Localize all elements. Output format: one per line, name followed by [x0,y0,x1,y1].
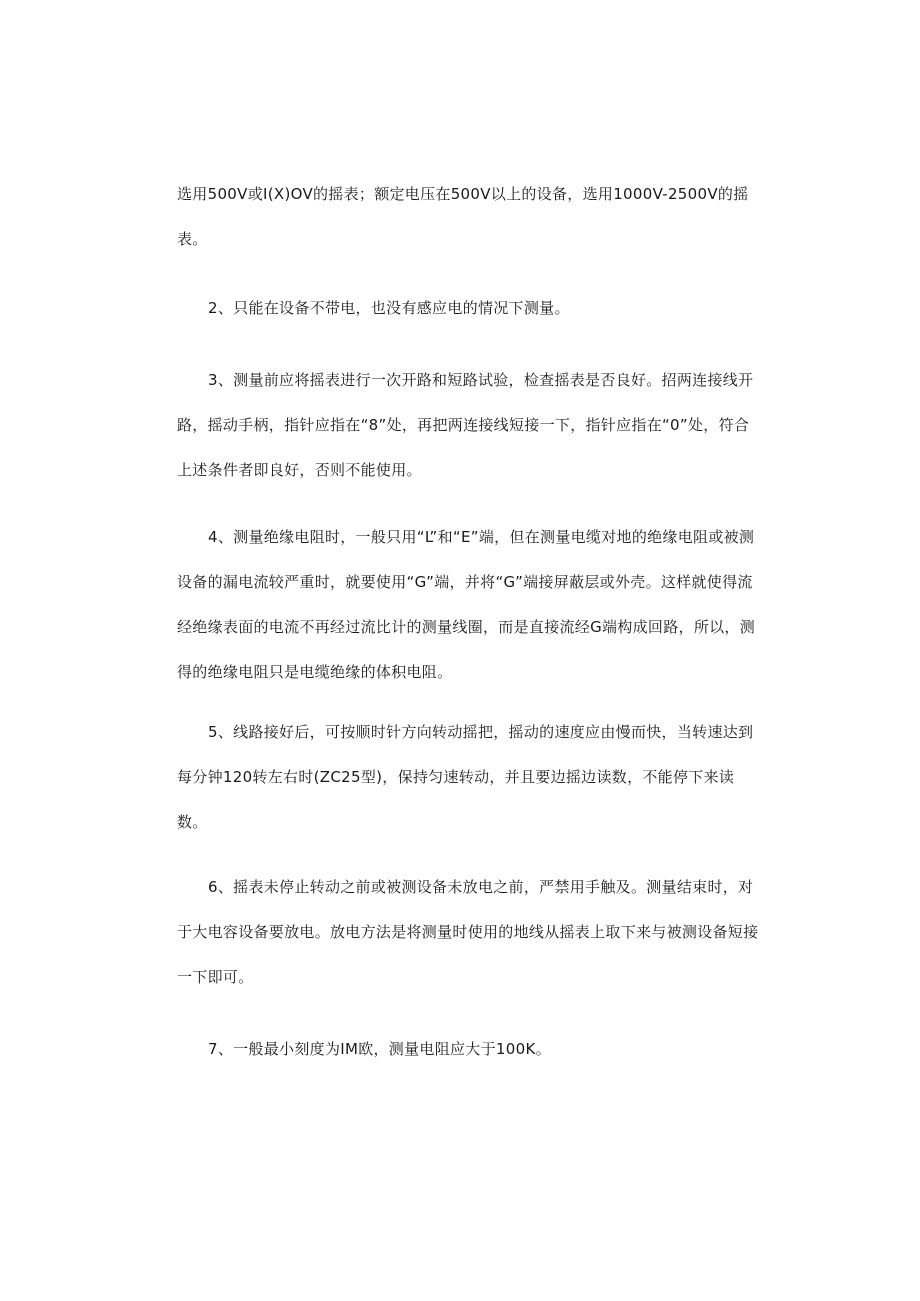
paragraph-item-3: 3、测量前应将摇表进行一次开路和短路试验，检查摇表是否良好。招两连接线开路，摇动手柄，指针应指在“8”处，再把两连接线短接一下，指针应指在“0”处，符合上述条件者即良好，否则不能使用。 [177,371,754,479]
paragraph-item-2: 2、只能在设备不带电，也没有感应电的情况下测量。 [208,299,570,317]
paragraph-item-6: 6、摇表未停止转动之前或被测设备未放电之前，严禁用手触及。测量结束时，对于大电容设备要放电。放电方法是将测量时使用的地线从摇表上取下来与被测设备短接一下即可。 [177,878,759,986]
paragraph-continuation: 选用500V或I(X)OV的摇表；额定电压在500V以上的设备，选用1000V-2500V的摇表。 [177,185,749,248]
paragraph-item-5: 5、线路接好后，可按顺时针方向转动摇把，摇动的速度应由慢而快，当转速达到每分钟120转左右时(ZC25型)，保持匀速转动，并且要边摇边读数，不能停下来读数。 [177,723,754,831]
paragraph-item-4: 4、测量绝缘电阻时，一般只用“L”和“E”端，但在测量电缆对地的绝缘电阻或被测设备的漏电流较严重时，就要使用“G”端，并将“G”端接屏蔽层或外壳。这样就使得流经绝缘表面的电流不再经过流比计的测量线圈，而是直接流经G端构成回路，所以，测得的绝缘电阻只是电缆绝缘的体积电阻。 [177,528,756,681]
paragraph-item-7: 7、一般最小刻度为IM欧，测量电阻应大于100K。 [208,1040,551,1058]
